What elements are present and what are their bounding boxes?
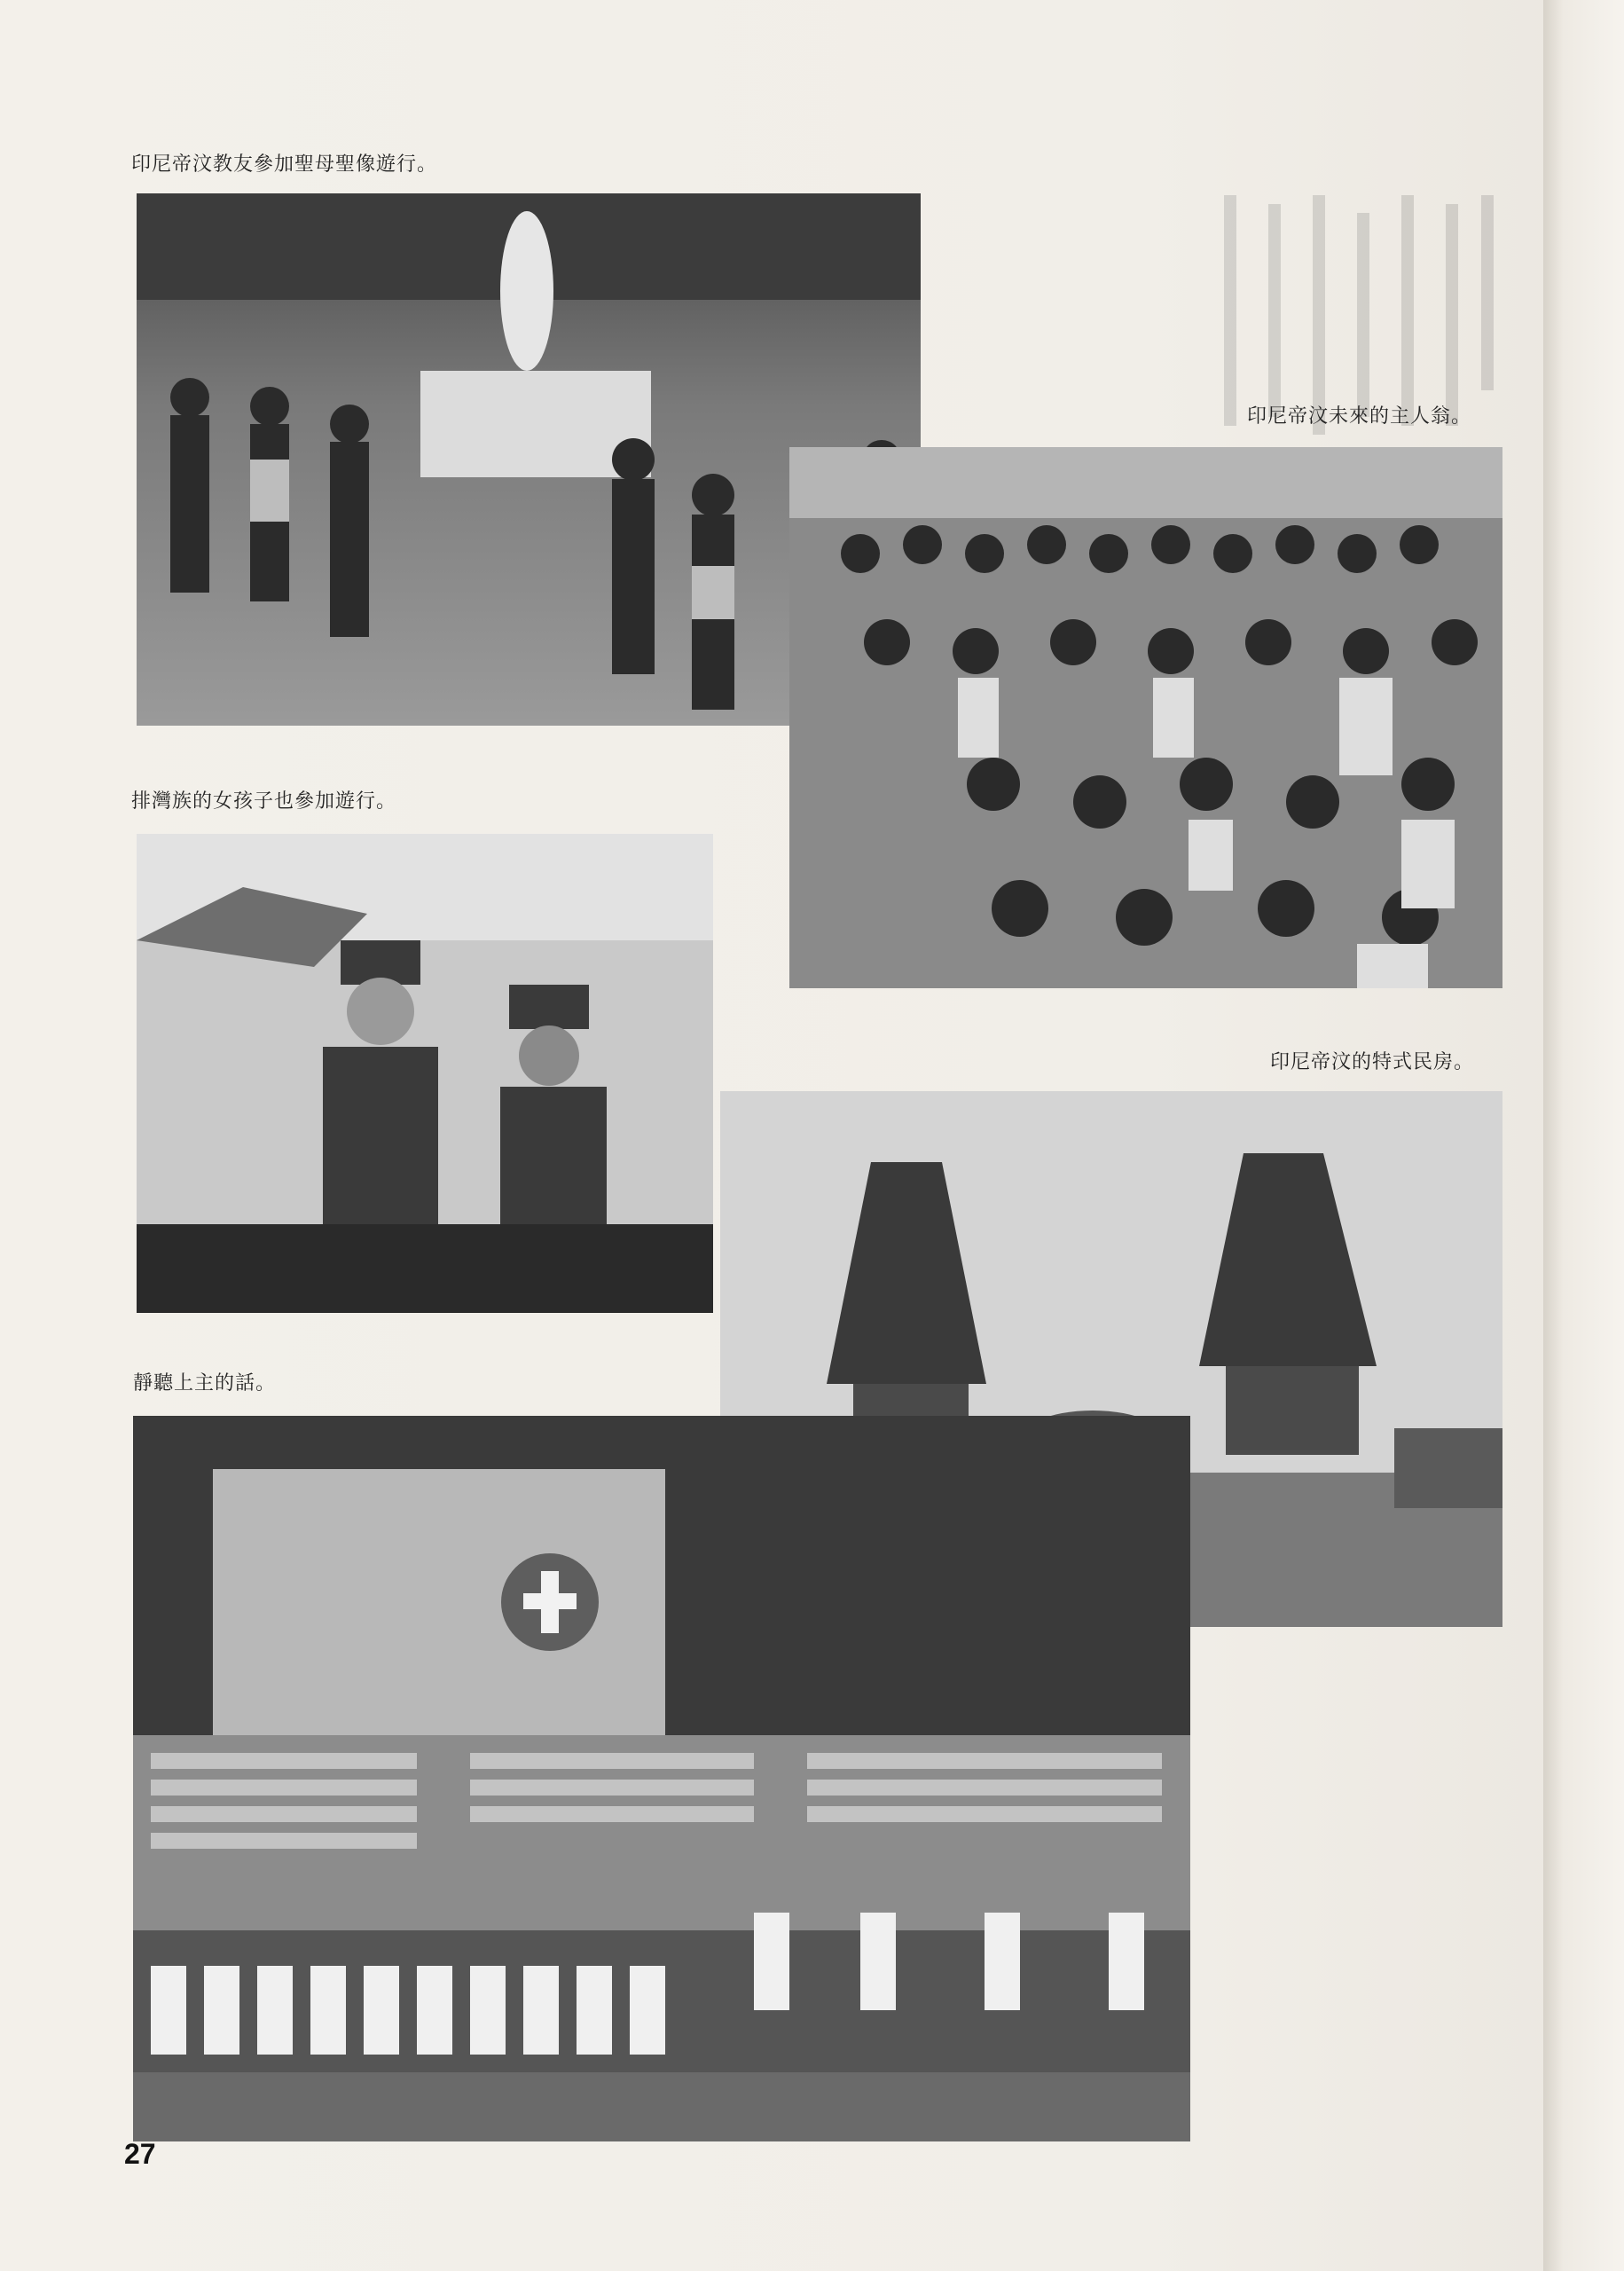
caption-houses: 印尼帝汶的特式民房。 bbox=[1270, 1051, 1475, 1073]
photo-children bbox=[789, 447, 1502, 988]
caption-children: 印尼帝汶未來的主人翁。 bbox=[1247, 405, 1472, 428]
page-edge bbox=[1543, 0, 1624, 2271]
caption-paiwan-girls: 排灣族的女孩子也參加遊行。 bbox=[131, 790, 397, 813]
caption-listening: 靜聽上主的話。 bbox=[133, 1372, 277, 1395]
photo-listening-mass bbox=[133, 1416, 1190, 2141]
caption-procession: 印尼帝汶教友參加聖母聖像遊行。 bbox=[131, 153, 438, 176]
photo-paiwan-girls bbox=[137, 834, 713, 1313]
page-number: 27 bbox=[124, 2138, 156, 2170]
